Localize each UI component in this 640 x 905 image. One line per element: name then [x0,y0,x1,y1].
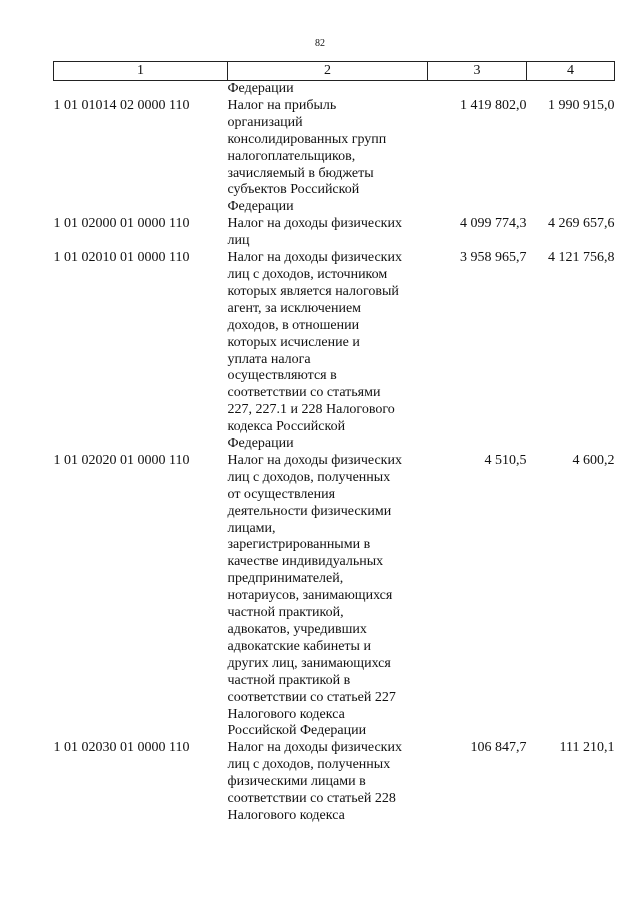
amount-col-4: 4 121 756,8 [548,250,615,266]
income-name-line: Российской Федерации [227,723,367,739]
income-name-line: предпринимателей, [227,571,344,587]
column-header-3: 3 [428,62,527,81]
income-name-line: осуществляются в [227,368,337,384]
income-name-line: лиц с доходов, источником [227,266,388,282]
income-name [228,98,428,216]
income-name-line: субъектов Российской [227,182,360,198]
budget-code: 1 01 02010 01 0000 110 [53,250,190,266]
table-row [54,98,615,216]
income-name [228,740,428,825]
income-name-line: деятельности физическими [227,503,392,519]
income-name-line: Налог на доходы физических [227,452,402,468]
table-header-row [54,62,615,81]
column-header-1: 1 [54,62,228,81]
income-name-line: лиц с доходов, полученных [227,757,391,773]
income-name-line: консолидированных групп [227,131,387,147]
income-name-line: зарегистрированными в [227,537,371,553]
income-name-line: качестве индивидуальных [227,554,384,570]
income-name-line: нотариусов, занимающихся [227,588,393,604]
income-name-line: которых исчисление и [227,334,360,350]
income-name-line: 227, 227.1 и 228 Налогового [227,402,395,418]
amount-col-4: 4 600,2 [572,452,615,468]
income-name-line: физическими лицами в [227,774,366,790]
amount-col-4: 4 269 657,6 [548,216,615,232]
income-name-line: Федерации [227,81,294,96]
budget-code: 1 01 01014 02 0000 110 [53,97,190,113]
income-name-line: зачисляемый в бюджеты [227,165,374,181]
income-name-line: адвокатские кабинеты и [227,638,371,654]
income-name-line: Налог на доходы физических [227,216,402,232]
income-name-line: частной практикой в [227,672,351,688]
amount-col-3 [428,81,527,98]
income-name-line: от осуществления [227,486,336,502]
income-name-line: кодекса Российской [227,419,346,435]
budget-code: 1 01 02000 01 0000 110 [53,216,190,232]
income-name-line: Налог на доходы физических [227,250,402,266]
budget-code: 1 01 02020 01 0000 110 [53,452,190,468]
income-name [228,216,428,250]
income-name-line: Налогового кодекса [227,807,345,823]
income-name-line: других лиц, занимающихся [227,655,391,671]
table-row [54,453,615,740]
table-row [54,81,615,98]
page-number: 82 [315,38,325,49]
column-header-4: 4 [527,62,615,81]
income-name-line: доходов, в отношении [227,317,360,333]
amount-col-3: 4 099 774,3 [460,216,527,232]
column-header-2: 2 [228,62,428,81]
table-row [54,250,615,453]
income-name-line: лиц с доходов, полученных [227,469,391,485]
income-name-line: Налогового кодекса [227,706,345,722]
budget-table [53,61,615,825]
income-name [228,81,428,98]
income-name-line: лицами, [227,520,276,536]
income-name-line: соответствии со статьей 227 [227,689,396,705]
table-row [54,740,615,825]
income-name [228,250,428,453]
amount-col-4: 111 210,1 [559,740,615,756]
income-name-line: налогоплательщиков, [227,148,356,164]
amount-col-4: 1 990 915,0 [548,97,615,113]
income-name-line: соответствии со статьями [227,385,381,401]
income-name-line: Федерации [227,436,294,452]
income-name-line: Налог на доходы физических [227,740,402,756]
income-name-line: уплата налога [227,351,311,367]
income-name-line: частной практикой, [227,605,344,621]
amount-col-3: 106 847,7 [470,740,527,756]
amount-col-4 [527,81,615,98]
budget-code [54,81,228,98]
amount-col-3: 4 510,5 [484,452,527,468]
amount-col-3: 3 958 965,7 [460,250,527,266]
table-row [54,216,615,250]
income-name-line: адвокатов, учредивших [227,622,367,637]
income-name-line: агент, за исключением [227,300,362,316]
budget-code: 1 01 02030 01 0000 110 [53,740,190,756]
income-name-line: организаций [227,114,303,130]
income-name-line: которых является налоговый [227,283,399,299]
income-name [228,453,428,740]
income-name-line: лиц [227,233,250,249]
amount-col-3: 1 419 802,0 [460,97,527,113]
income-name-line: Налог на прибыль [227,97,337,113]
income-name-line: соответствии со статьей 228 [227,791,396,807]
income-name-line: Федерации [227,199,294,215]
